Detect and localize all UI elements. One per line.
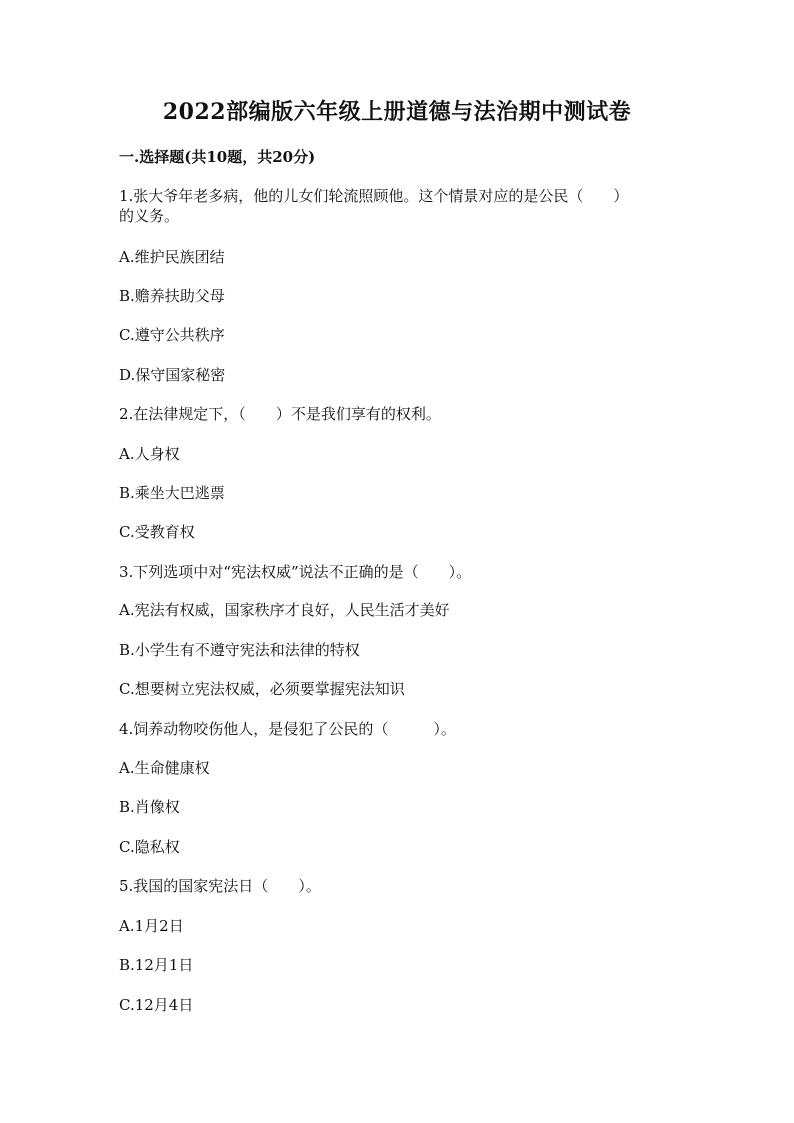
question-1-option-d: D.保守国家秘密 xyxy=(119,366,226,384)
question-5-option-b: B.12月1日 xyxy=(119,956,194,974)
section-heading-choice: 一.选择题(共10题，共20分) xyxy=(119,148,316,166)
question-5-option-a: A.1月2日 xyxy=(119,917,184,935)
question-1-stem-cont: 的义务。 xyxy=(119,207,180,225)
question-2-option-c: C.受教育权 xyxy=(119,523,195,541)
question-4-stem: 4.饲养动物咬伤他人，是侵犯了公民的（ ）。 xyxy=(119,720,456,738)
question-1-option-b: B.赡养扶助父母 xyxy=(119,287,225,305)
question-2-option-a: A.人身权 xyxy=(119,445,180,463)
question-2-stem: 2.在法律规定下，（ ）不是我们享有的权利。 xyxy=(119,405,441,423)
page-title: 2022部编版六年级上册道德与法治期中测试卷 xyxy=(162,99,632,125)
question-1-option-a: A.维护民族团结 xyxy=(119,248,225,266)
question-3-stem: 3.下列选项中对“宪法权威”说法不正确的是（ ）。 xyxy=(119,563,472,581)
question-4-option-a: A.生命健康权 xyxy=(119,759,210,777)
question-4-option-c: C.隐私权 xyxy=(119,838,180,856)
question-3-option-b: B.小学生有不遵守宪法和法律的特权 xyxy=(119,641,360,659)
question-1-stem: 1.张大爷年老多病，他的儿女们轮流照顾他。这个情景对应的是公民（ ） xyxy=(119,187,629,205)
question-2-option-b: B.乘坐大巴逃票 xyxy=(119,484,225,502)
question-5-stem: 5.我国的国家宪法日（ ）。 xyxy=(119,877,321,895)
question-3-option-a: A.宪法有权威，国家秩序才良好，人民生活才美好 xyxy=(119,601,450,619)
question-5-option-c: C.12月4日 xyxy=(119,996,194,1014)
question-3-option-c: C.想要树立宪法权威，必须要掌握宪法知识 xyxy=(119,680,405,698)
question-4-option-b: B.肖像权 xyxy=(119,798,180,816)
question-1-option-c: C.遵守公共秩序 xyxy=(119,326,225,344)
